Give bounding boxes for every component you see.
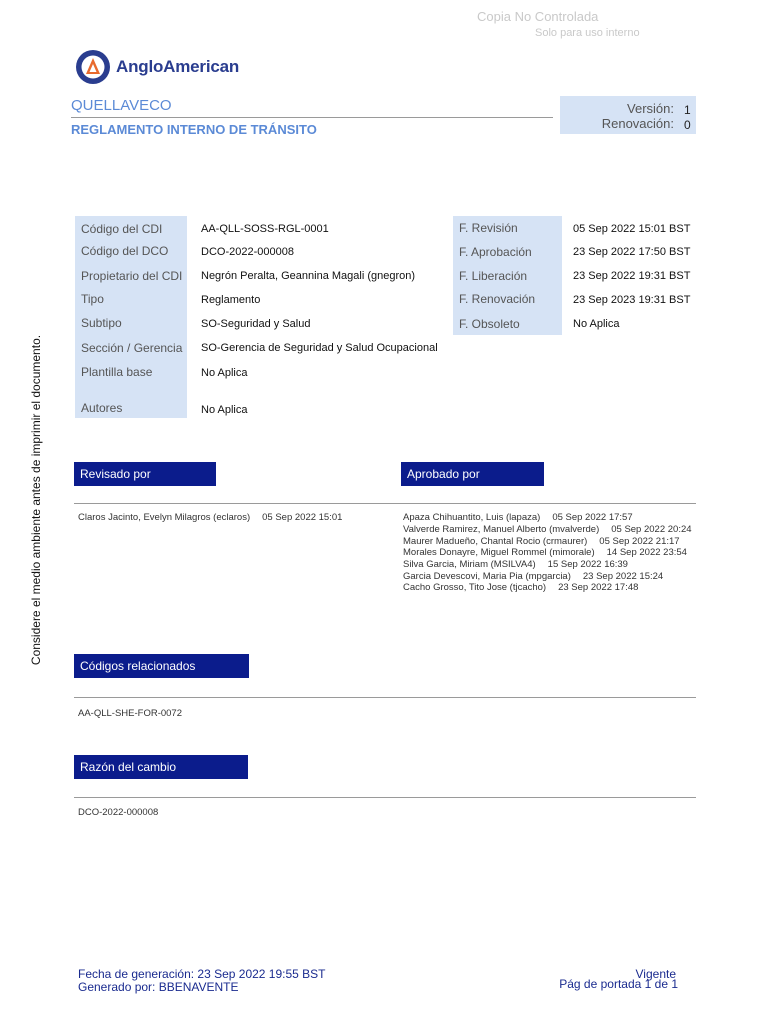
version-value: 1 <box>684 103 691 117</box>
value-obsolete-date: No Aplica <box>573 318 620 330</box>
value-template: No Aplica <box>201 367 248 379</box>
value-owner: Negrón Peralta, Geannina Magali (gnegron) <box>201 270 416 282</box>
approver-entry <box>403 547 687 558</box>
related-code-value: AA-QLL-SHE-FOR-0072 <box>78 708 183 719</box>
approver-name: Apaza Chihuantito, Luis (lapaza) <box>403 512 541 523</box>
label-authors: Autores <box>81 401 123 415</box>
generation-date: Fecha de generación: 23 Sep 2022 19:55 BST <box>78 967 326 981</box>
document-title: REGLAMENTO INTERNO DE TRÁNSITO <box>71 122 317 137</box>
change-divider <box>74 797 696 798</box>
value-revision-date: 05 Sep 2022 15:01 BST <box>573 223 691 235</box>
approver-date: 05 Sep 2022 20:24 <box>611 524 692 535</box>
generated-by: Generado por: BBENAVENTE <box>78 980 239 994</box>
reviewer-name: Claros Jacinto, Evelyn Milagros (eclaros) <box>78 512 251 523</box>
value-release-date: 23 Sep 2022 19:31 BST <box>573 270 691 282</box>
environment-note: Considere el medio ambiente antes de imprimir el documento. <box>29 334 43 666</box>
approver-entry <box>403 536 680 547</box>
reviewer-date: 05 Sep 2022 15:01 <box>262 512 343 523</box>
approvals-divider <box>74 503 696 504</box>
approver-name: Maurer Madueño, Chantal Rocio (crmaurer) <box>403 536 588 547</box>
site-name: QUELLAVECO <box>71 97 172 114</box>
label-template: Plantilla base <box>81 365 153 379</box>
label-owner: Propietario del CDI <box>81 269 183 283</box>
approver-entry <box>403 524 692 535</box>
value-type: Reglamento <box>201 294 261 306</box>
reviewed-by-heading: Revisado por <box>74 462 216 486</box>
title-divider <box>71 117 553 118</box>
version-label: Versión: <box>627 101 674 116</box>
label-section: Sección / Gerencia <box>81 341 183 355</box>
approver-name: Cacho Grosso, Tito Jose (tjcacho) <box>403 582 547 593</box>
approver-entry <box>403 512 633 523</box>
anglo-logo-icon <box>74 48 112 86</box>
value-authors: No Aplica <box>201 404 248 416</box>
approver-name: Garcia Devescovi, Maria Pia (mpgarcia) <box>403 571 571 582</box>
approver-entry <box>403 559 628 570</box>
label-renewal-date: F. Renovación <box>459 292 536 306</box>
brand-name: AngloAmerican <box>116 57 240 76</box>
page-number: Pág de portada 1 de 1 <box>559 977 678 991</box>
change-reason-heading: Razón del cambio <box>74 755 248 779</box>
approved-by-heading: Aprobado por <box>401 462 544 486</box>
approver-name: Valverde Ramirez, Manuel Alberto (mvalverde) <box>403 524 600 535</box>
watermark-uncontrolled: Copia No Controlada <box>477 9 599 24</box>
reviewer-entry <box>78 512 342 523</box>
value-subtype: SO-Seguridad y Salud <box>201 318 311 330</box>
label-approval-date: F. Aprobación <box>459 245 532 259</box>
value-renewal-date: 23 Sep 2023 19:31 BST <box>573 294 691 306</box>
change-reason-value: DCO-2022-000008 <box>78 807 159 818</box>
label-obsolete-date: F. Obsoleto <box>459 317 520 331</box>
label-subtype: Subtipo <box>81 316 122 330</box>
value-approval-date: 23 Sep 2022 17:50 BST <box>573 246 691 258</box>
watermark-internal: Solo para uso interno <box>535 27 640 39</box>
label-revision-date: F. Revisión <box>459 221 518 235</box>
value-dco-code: DCO-2022-000008 <box>201 246 294 258</box>
label-cdi-code: Código del CDI <box>81 222 163 236</box>
document-status: Vigente <box>635 967 676 981</box>
value-section: SO-Gerencia de Seguridad y Salud Ocupacional <box>201 342 438 354</box>
approver-date: 15 Sep 2022 16:39 <box>547 559 628 570</box>
approver-date: 05 Sep 2022 21:17 <box>599 536 680 547</box>
related-divider <box>74 697 696 698</box>
renewal-label: Renovación: <box>601 116 674 131</box>
related-codes-heading: Códigos relacionados <box>74 654 249 678</box>
approver-name: Morales Donayre, Miguel Rommel (mimorale) <box>403 547 595 558</box>
value-cdi-code: AA-QLL-SOSS-RGL-0001 <box>201 223 329 235</box>
approver-date: 05 Sep 2022 17:57 <box>552 512 633 523</box>
approver-entry <box>403 582 638 593</box>
approver-date: 23 Sep 2022 17:48 <box>558 582 639 593</box>
company-logo <box>74 48 239 86</box>
label-type: Tipo <box>81 292 104 306</box>
approver-entry <box>403 571 663 582</box>
renewal-value: 0 <box>684 118 691 132</box>
approver-date: 23 Sep 2022 15:24 <box>582 571 664 582</box>
version-box <box>560 96 696 134</box>
label-dco-code: Código del DCO <box>81 244 169 258</box>
approver-name: Silva Garcia, Miriam (MSILVA4) <box>403 559 536 570</box>
approver-date: 14 Sep 2022 23:54 <box>606 547 687 558</box>
label-release-date: F. Liberación <box>459 269 528 283</box>
